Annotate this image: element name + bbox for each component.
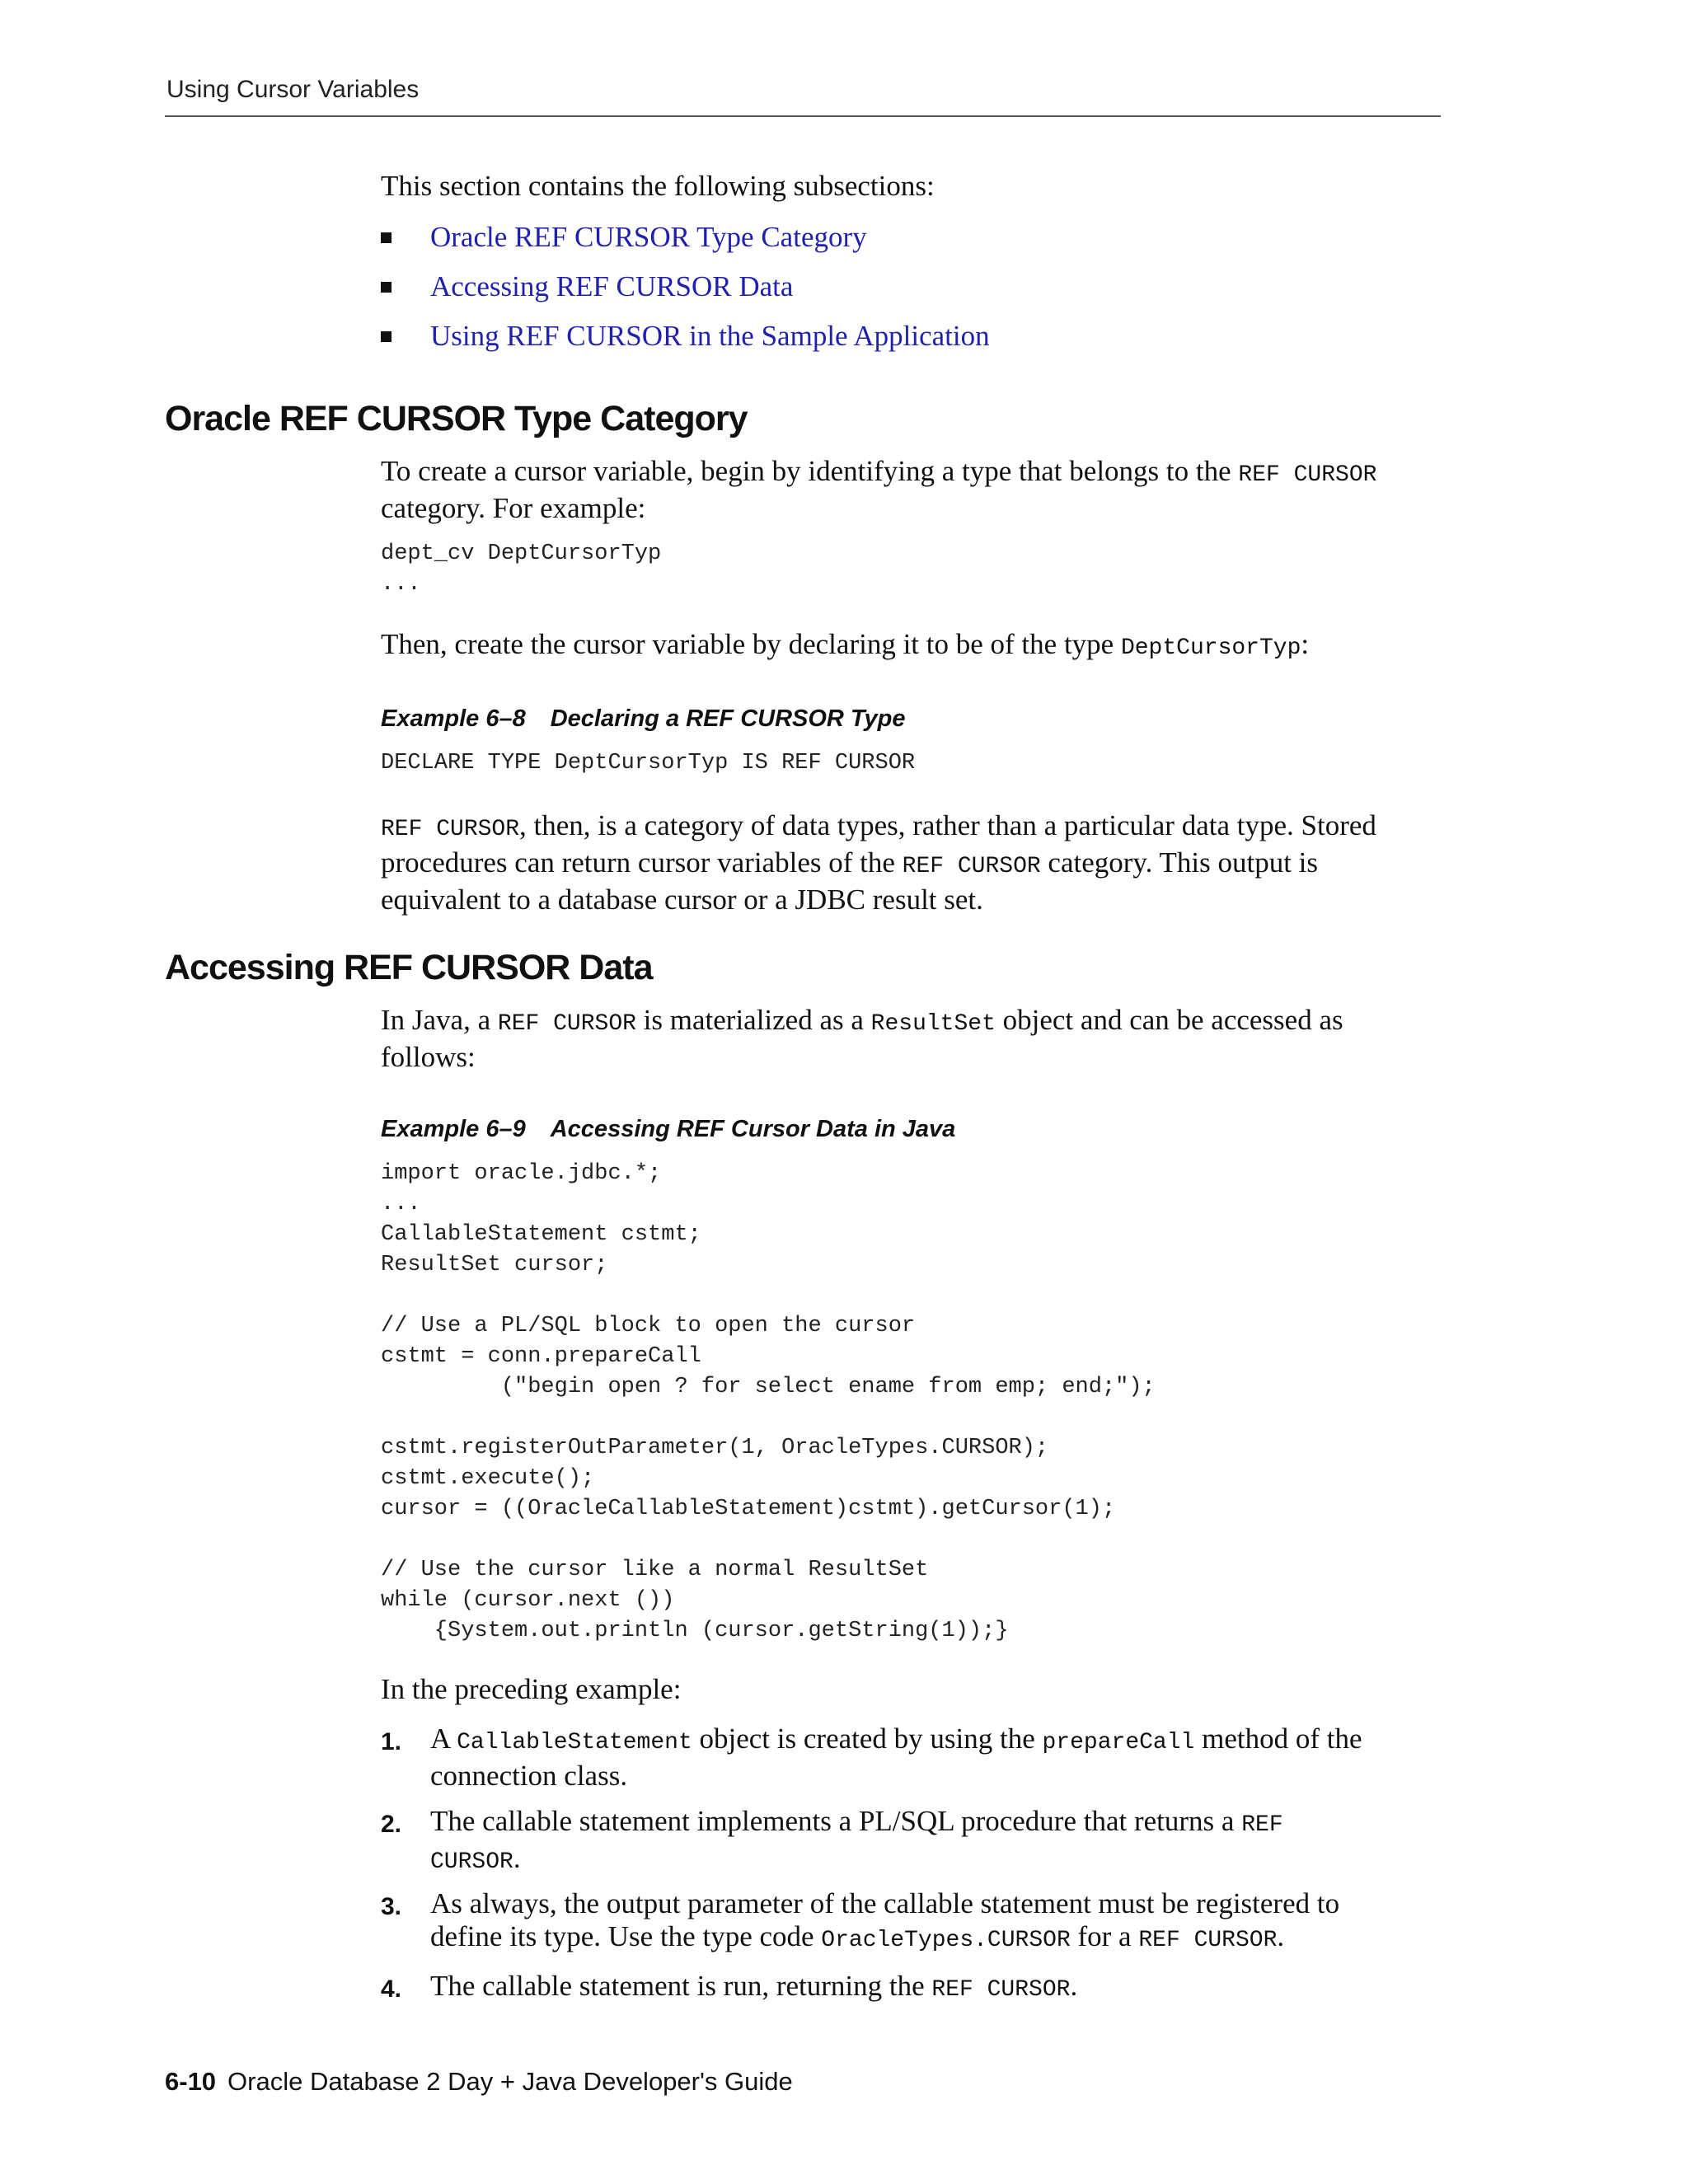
- inline-code: REF CURSOR: [1138, 1928, 1278, 1953]
- link-accessing-ref-cursor-data[interactable]: Accessing REF CURSOR Data: [430, 270, 794, 302]
- section1-paragraph-3: [381, 809, 1444, 916]
- text-run: define its type. Use the type code: [430, 1920, 822, 1952]
- text-run: object is created by using the: [692, 1722, 1043, 1755]
- step-text: [430, 1887, 1444, 1957]
- list-item: [381, 270, 1444, 320]
- section1-paragraph-1: [381, 455, 1444, 525]
- inline-code: prepareCall: [1042, 1730, 1195, 1755]
- example-label: Example 6–8: [381, 705, 526, 732]
- example-name: Accessing REF Cursor Data in Java: [550, 1116, 956, 1142]
- subsection-link-list: [381, 221, 1444, 369]
- intro-lead: This section contains the following subsections:: [381, 170, 935, 202]
- step-number: 2.: [381, 1811, 402, 1838]
- page-number: 6-10: [165, 2067, 217, 2096]
- text-run: , then, is a category of data types, rather than a particular data type. Stored: [519, 809, 1376, 841]
- text-run: is materialized as a: [635, 1004, 871, 1036]
- header-divider: [165, 115, 1441, 117]
- inline-code: OracleTypes.CURSOR: [821, 1928, 1071, 1953]
- text-run: Then, create the cursor variable by declaring it to be of the type: [381, 628, 1121, 660]
- step-text: [430, 1805, 1444, 1879]
- text-run: category. This output is: [1040, 846, 1319, 879]
- section2-paragraph-1: [381, 1004, 1444, 1074]
- inline-code: CURSOR: [430, 1849, 513, 1875]
- text-run: .: [1070, 1970, 1078, 2002]
- inline-code: CallableStatement: [457, 1730, 692, 1755]
- bullet-icon: [381, 232, 392, 243]
- inline-code: REF CURSOR: [931, 1977, 1071, 2003]
- inline-code: DeptCursorTyp: [1120, 635, 1301, 661]
- list-item: [381, 221, 1444, 270]
- text-run: :: [1301, 628, 1310, 660]
- bullet-icon: [381, 331, 392, 342]
- inline-code: REF CURSOR: [381, 817, 520, 842]
- book-title: Oracle Database 2 Day + Java Developer's Guide: [227, 2067, 793, 2096]
- example-title-6-9: [381, 1116, 1444, 1143]
- step-number: 3.: [381, 1893, 402, 1920]
- code-snippet-declaration: [381, 539, 1444, 600]
- step-text: [430, 1970, 1444, 2007]
- section2-paragraph-2: In the preceding example:: [381, 1673, 682, 1705]
- text-run: follows:: [381, 1041, 476, 1073]
- step-number: 1.: [381, 1728, 402, 1755]
- text-run: In Java, a: [381, 1004, 498, 1036]
- list-item: [381, 320, 1444, 369]
- inline-code: REF CURSOR: [902, 854, 1041, 879]
- text-run: As always, the output parameter of the callable statement must be registered to: [430, 1887, 1340, 1919]
- text-run: procedures can return cursor variables of the: [381, 846, 903, 879]
- code-line: ...: [381, 572, 421, 597]
- text-run: The callable statement implements a PL/SQL procedure that returns a: [430, 1805, 1242, 1837]
- text-run: object and can be accessed as: [995, 1004, 1343, 1036]
- text-run: connection class.: [430, 1760, 628, 1792]
- code-line: dept_cv DeptCursorTyp: [381, 541, 662, 566]
- text-run: To create a cursor variable, begin by identifying a type that belongs to the: [381, 455, 1239, 487]
- step-text: [430, 1722, 1444, 1793]
- section-heading-type-category: Oracle REF CURSOR Type Category: [165, 399, 748, 438]
- section1-paragraph-2: [381, 628, 1444, 665]
- link-oracle-ref-cursor-type-category[interactable]: Oracle REF CURSOR Type Category: [430, 221, 867, 253]
- text-run: A: [430, 1722, 457, 1755]
- section-heading-accessing-data: Accessing REF CURSOR Data: [165, 948, 653, 987]
- step-number: 4.: [381, 1975, 402, 2003]
- code-block-declare-type: DECLARE TYPE DeptCursorTyp IS REF CURSOR: [381, 751, 916, 776]
- inline-code: REF CURSOR: [1238, 462, 1377, 488]
- bullet-icon: [381, 282, 392, 293]
- text-run: .: [513, 1842, 521, 1874]
- text-run: for a: [1070, 1920, 1139, 1952]
- link-using-ref-cursor-sample-application[interactable]: Using REF CURSOR in the Sample Application: [430, 320, 990, 352]
- inline-code: REF: [1241, 1812, 1283, 1838]
- running-header: Using Cursor Variables: [166, 76, 420, 103]
- text-run: .: [1277, 1920, 1285, 1952]
- page-footer: [165, 2067, 793, 2097]
- text-run: method of the: [1194, 1722, 1362, 1755]
- text-run: category. For example:: [381, 492, 646, 524]
- example-label: Example 6–9: [381, 1116, 526, 1142]
- code-block-java-example: import oracle.jdbc.*; ... CallableStatement cstmt; ResultSet cursor; // Use a PL/SQL block to open the cursor cstmt = conn.prepareCall ("begin open ? for select ename from emp; end;"); cstmt.registerOutParameter(1, OracleTypes.CURSOR); cstmt.execute(); cursor = ((OracleCallableStatement)cstmt).getCursor(1); // Use the cursor like a normal ResultSet while (cursor.next ()) {System.out.println (cursor.getString(1));}: [381, 1161, 1156, 1643]
- example-name: Declaring a REF CURSOR Type: [550, 705, 906, 732]
- example-title-6-8: [381, 705, 1444, 733]
- text-run: equivalent to a database cursor or a JDBC result set.: [381, 883, 983, 916]
- text-run: The callable statement is run, returning the: [430, 1970, 932, 2002]
- inline-code: ResultSet: [870, 1011, 996, 1037]
- inline-code: REF CURSOR: [497, 1011, 636, 1037]
